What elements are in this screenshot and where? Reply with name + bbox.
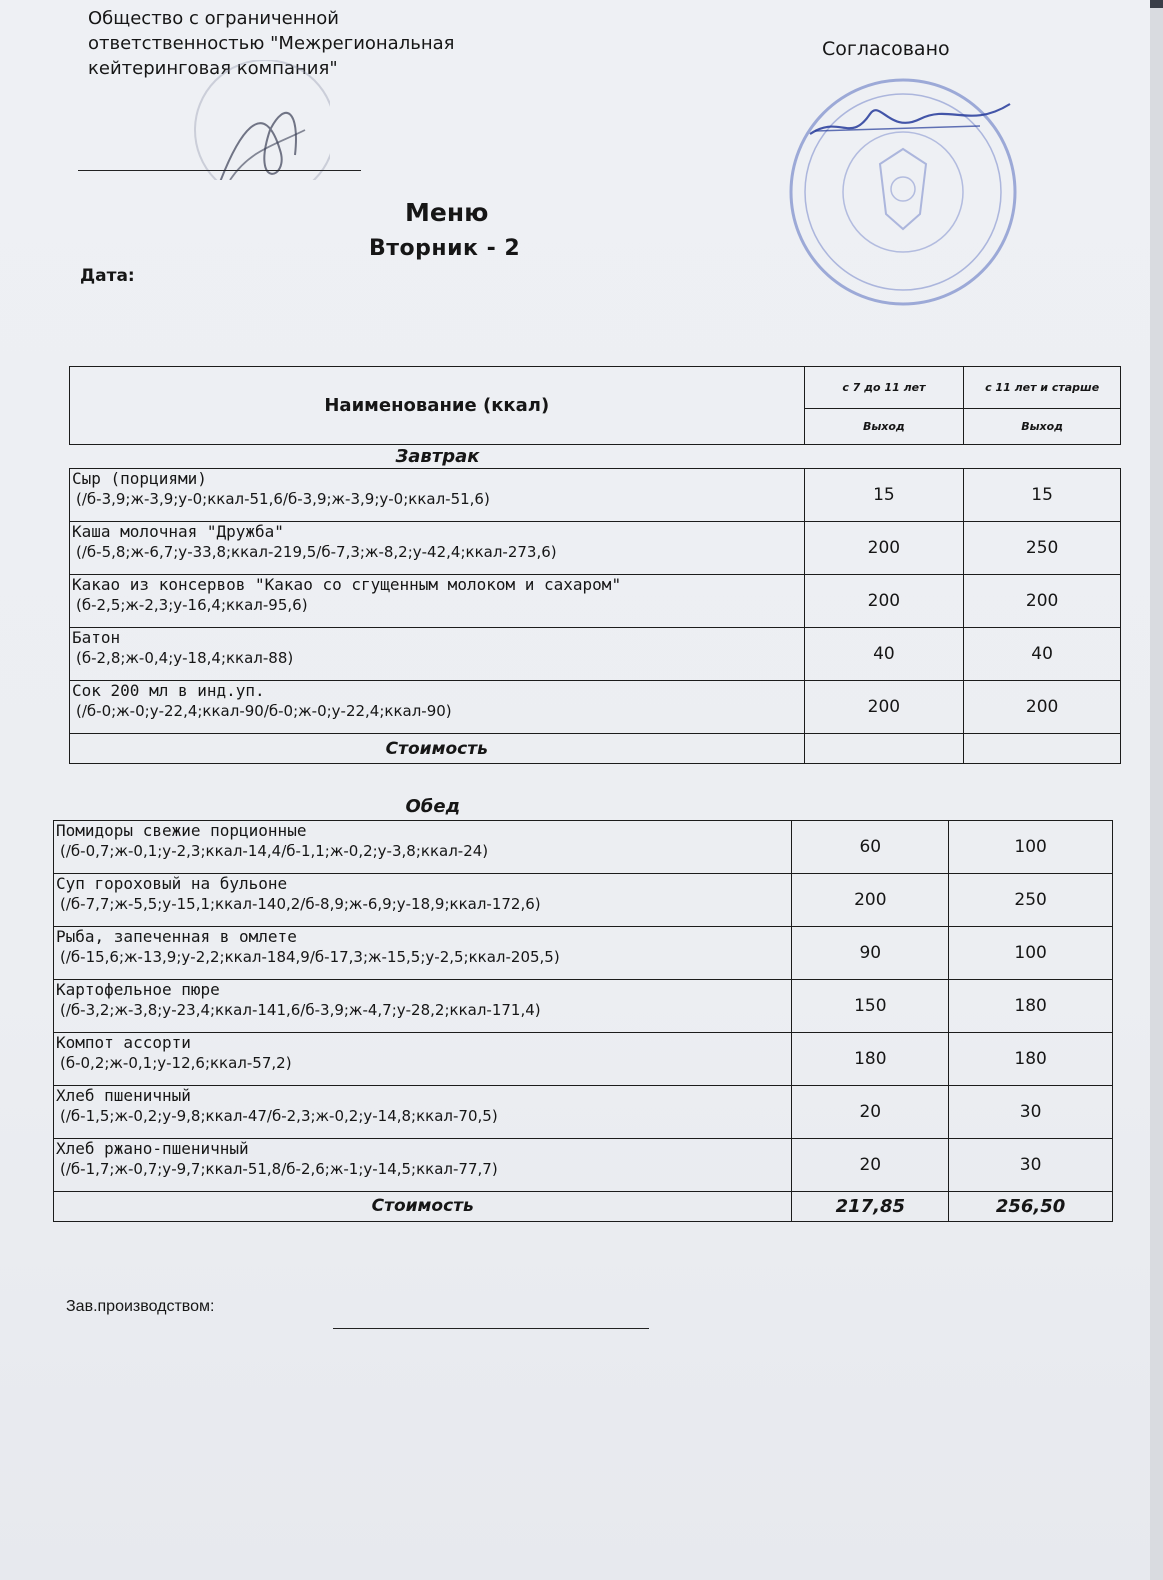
breakfast-cost-row <box>70 734 1121 764</box>
dish-name: Суп гороховый на бульоне <box>56 873 288 893</box>
dish-name: Компот ассорти <box>56 1032 191 1052</box>
dish-nutrition: (/б-3,9;ж-3,9;у-0;ккал-51,6/б-3,9;ж-3,9;у-0;ккал-51,6) <box>76 490 490 508</box>
yield-age-7-11: 150 <box>792 979 949 1032</box>
yield-age-7-11: 20 <box>792 1085 949 1138</box>
dish-nutrition: (/б-3,2;ж-3,8;у-23,4;ккал-141,6/б-3,9;ж-4,7;у-28,2;ккал-171,4) <box>60 1000 541 1019</box>
dish-nutrition: (б-0,2;ж-0,1;у-12,6;ккал-57,2) <box>60 1053 292 1072</box>
dish-cell <box>54 926 792 979</box>
production-signature-line <box>333 1328 649 1329</box>
dish-nutrition: (б-2,8;ж-0,4;у-18,4;ккал-88) <box>76 649 294 667</box>
yield-age-7-11: 15 <box>804 469 964 522</box>
yield-age-7-11: 60 <box>792 820 949 873</box>
menu-item-row <box>54 1138 1113 1191</box>
date-label: Дата: <box>80 266 135 286</box>
dish-cell <box>70 469 805 522</box>
dish-nutrition: (/б-0,7;ж-0,1;у-2,3;ккал-14,4/б-1,1;ж-0,2;у-3,8;ккал-24) <box>60 841 489 860</box>
dish-cell <box>54 1085 792 1138</box>
page-subtitle: Вторник - 2 <box>369 236 521 261</box>
lunch-title: Обед <box>405 796 461 818</box>
dish-cell <box>54 1138 792 1191</box>
dish-cell <box>70 681 805 734</box>
yield-age-7-11: 200 <box>792 873 949 926</box>
yield-age-11-plus: 30 <box>949 1138 1113 1191</box>
yield-age-7-11: 200 <box>804 575 964 628</box>
name-column-header: Наименование (ккал) <box>70 367 805 445</box>
page-title: Меню <box>405 198 489 227</box>
yield-age-7-11: 20 <box>792 1138 949 1191</box>
dish-name: Помидоры свежие порционные <box>56 820 307 840</box>
yield-age-7-11: 90 <box>792 926 949 979</box>
dish-nutrition: (/б-0;ж-0;у-22,4;ккал-90/б-0;ж-0;у-22,4;ккал-90) <box>76 702 452 720</box>
age-group-2-header: с 11 лет и старше <box>964 367 1121 409</box>
menu-item-row <box>54 1085 1113 1138</box>
dish-cell <box>70 575 805 628</box>
dish-cell <box>54 873 792 926</box>
yield-age-11-plus: 250 <box>949 873 1113 926</box>
left-stamp-signature <box>90 60 330 180</box>
dish-nutrition: (/б-1,7;ж-0,7;у-9,7;ккал-51,8/б-2,6;ж-1;у-14,5;ккал-77,7) <box>60 1159 498 1178</box>
dish-cell <box>54 820 792 873</box>
yield-age-11-plus: 100 <box>949 820 1113 873</box>
dish-cell <box>54 1032 792 1085</box>
breakfast-cost-label: Стоимость <box>70 734 805 764</box>
menu-item-row <box>70 681 1121 734</box>
production-manager-label: Зав.производством: <box>66 1298 215 1315</box>
yield-age-11-plus: 40 <box>964 628 1121 681</box>
section-row <box>54 794 1113 820</box>
dish-name: Какао из консервов "Какао со сгущенным молоком и сахаром" <box>72 575 622 594</box>
lunch-table <box>53 794 1113 1222</box>
dish-nutrition: (/б-1,5;ж-0,2;у-9,8;ккал-47/б-2,3;ж-0,2;у-14,8;ккал-70,5) <box>60 1106 498 1125</box>
menu-item-row <box>70 628 1121 681</box>
dish-name: Хлеб пшеничный <box>56 1085 191 1105</box>
dish-nutrition: (/б-5,8;ж-6,7;у-33,8;ккал-219,5/б-7,3;ж-8,2;у-42,4;ккал-273,6) <box>76 543 557 561</box>
dish-nutrition: (/б-7,7;ж-5,5;у-15,1;ккал-140,2/б-8,9;ж-6,9;у-18,9;ккал-172,6) <box>60 894 541 913</box>
dish-cell <box>70 628 805 681</box>
menu-item-row <box>54 1032 1113 1085</box>
breakfast-table <box>69 366 1121 764</box>
yield-age-11-plus: 200 <box>964 575 1121 628</box>
menu-item-row <box>70 575 1121 628</box>
yield-age-11-plus: 30 <box>949 1085 1113 1138</box>
round-seal-stamp <box>780 74 1026 310</box>
dish-name: Сыр (порциями) <box>72 469 207 488</box>
yield-age-11-plus: 200 <box>964 681 1121 734</box>
yield-age-11-plus: 180 <box>949 979 1113 1032</box>
menu-item-row <box>54 820 1113 873</box>
dish-name: Каша молочная "Дружба" <box>72 522 284 541</box>
lunch-cost-row <box>54 1191 1113 1221</box>
yield-age-11-plus: 250 <box>964 522 1121 575</box>
dish-cell <box>54 979 792 1032</box>
breakfast-cost-1 <box>804 734 964 764</box>
lunch-cost-label: Стоимость <box>54 1191 792 1221</box>
yield-age-7-11: 200 <box>804 522 964 575</box>
yield-age-11-plus: 100 <box>949 926 1113 979</box>
dish-name: Батон <box>72 628 121 647</box>
dish-name: Сок 200 мл в инд.уп. <box>72 681 265 700</box>
agreed-label: Согласовано <box>822 38 950 60</box>
yield-2-header: Выход <box>964 409 1121 445</box>
section-row <box>70 445 1121 469</box>
menu-item-row <box>54 873 1113 926</box>
header-row <box>70 367 1121 409</box>
dish-nutrition: (/б-15,6;ж-13,9;у-2,2;ккал-184,9/б-17,3;ж-15,5;у-2,5;ккал-205,5) <box>60 947 560 966</box>
dish-nutrition: (б-2,5;ж-2,3;у-16,4;ккал-95,6) <box>76 596 308 614</box>
yield-age-7-11: 200 <box>804 681 964 734</box>
menu-item-row <box>70 522 1121 575</box>
menu-item-row <box>70 469 1121 522</box>
yield-age-11-plus: 15 <box>964 469 1121 522</box>
breakfast-cost-2 <box>964 734 1121 764</box>
breakfast-title: Завтрак <box>70 445 1121 469</box>
yield-age-7-11: 40 <box>804 628 964 681</box>
menu-item-row <box>54 926 1113 979</box>
lunch-cost-2: 256,50 <box>949 1191 1113 1221</box>
dish-name: Рыба, запеченная в омлете <box>56 926 297 946</box>
yield-age-11-plus: 180 <box>949 1032 1113 1085</box>
org-line-2: ответственностью "Межрегиональная <box>88 33 455 54</box>
dish-name: Хлеб ржано-пшеничный <box>56 1138 249 1158</box>
org-line-1: Общество с ограниченной <box>88 8 339 29</box>
lunch-cost-1: 217,85 <box>792 1191 949 1221</box>
menu-item-row <box>54 979 1113 1032</box>
yield-age-7-11: 180 <box>792 1032 949 1085</box>
org-signature-line <box>78 170 361 171</box>
age-group-1-header: с 7 до 11 лет <box>804 367 964 409</box>
dish-name: Картофельное пюре <box>56 979 220 999</box>
dish-cell <box>70 522 805 575</box>
org-line-3: кейтеринговая компания" <box>88 58 338 79</box>
yield-1-header: Выход <box>804 409 964 445</box>
